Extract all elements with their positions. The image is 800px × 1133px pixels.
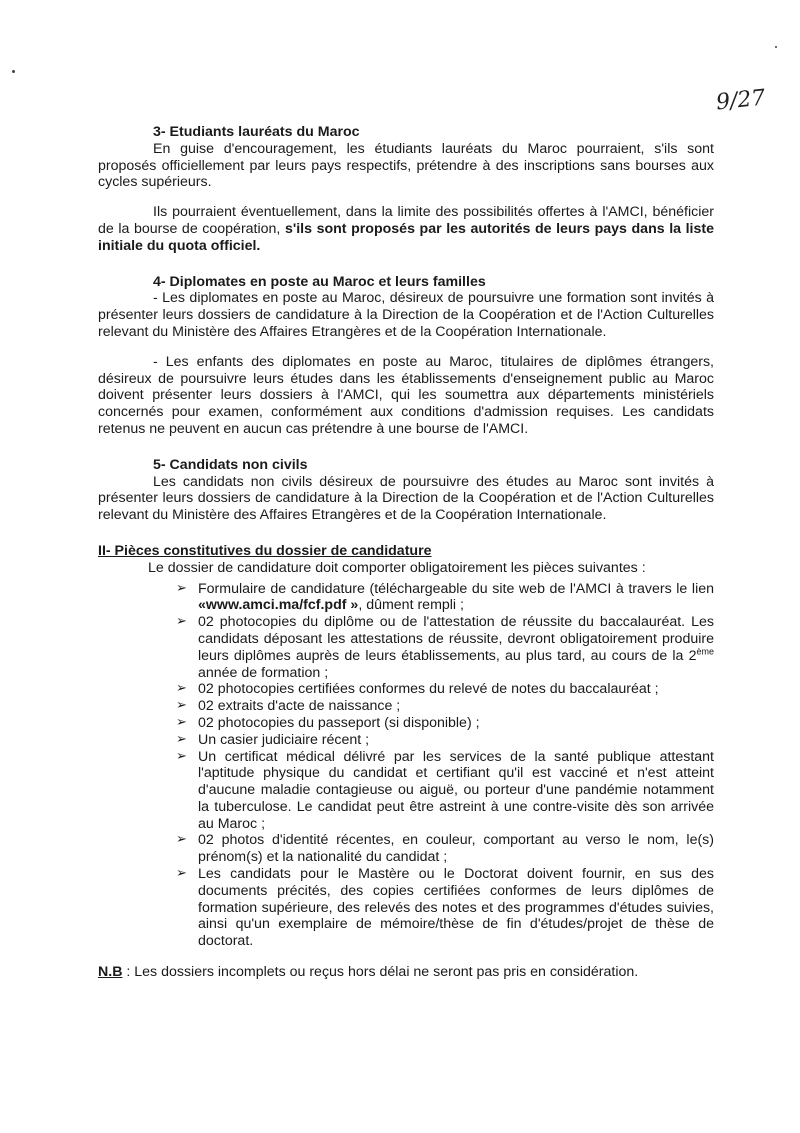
list-item-text: 02 photocopies du passeport (si disponible) ; [198,714,480,731]
section-4-paragraph-1: - Les diplomates en poste au Maroc, désireux de poursuivre une formation sont invités à présenter leurs dossiers de candidature à la Direction de la Coopération et de l'Action Culturelles relevant du Ministère des Affaires Etrangères et de la Coopération Internationale. [98,290,714,340]
section-ii-intro: Le dossier de candidature doit comporter obligatoirement les pièces suivantes : [148,559,646,576]
handwritten-page-number: 9/27 [714,85,767,116]
list-item [176,698,714,715]
list-item-text: Formulaire de candidature (téléchargeable du site web de l'AMCI à travers le lien [198,580,714,597]
list-item-text: année de formation ; [198,664,329,681]
note-paragraph [98,964,714,981]
list-item [176,715,714,732]
arrow-bullet-icon: ➢ [176,866,187,882]
list-item-text: 02 photocopies du diplôme ou de l'attestation de réussite du baccalauréat. Les candidats déposant les attestations de réussite, devront obligatoirement produire leurs diplômes auprès de leurs établissements, au plus tard, au cours de la 2 [198,614,714,664]
section-3-title: 3- Etudiants lauréats du Maroc [153,124,360,140]
arrow-bullet-icon: ➢ [176,714,187,730]
list-item [176,732,714,749]
list-item-text: Un certificat médical délivré par les services de la santé publique attestant l'aptitude physique du candidat et certifiant qu'il est vacciné et n'est atteint d'aucune maladie contagieuse ou aiguë, ou porteur d'une pandémie notamment la tuberculose. Le candidat peut être astreint à une contre-visite dès son arrivée au Maroc ; [198,748,714,832]
list-item [176,749,714,833]
list-item [176,681,714,698]
arrow-bullet-icon: ➢ [176,698,187,714]
list-item-text: 02 photocopies certifiées conformes du relevé de notes du baccalauréat ; [198,681,659,698]
required-documents-list [98,581,714,951]
section-5-paragraph-1: Les candidats non civils désireux de poursuivre des études au Maroc sont invités à présenter leurs dossiers de candidature à la Direction de la Coopération et de l'Action Culturelles relevant du Ministère des Affaires Etrangères et de la Coopération Internationale. [98,473,714,524]
section-3-paragraph-1: En guise d'encouragement, les étudiants lauréats du Maroc pourraient, s'ils sont proposés officiellement par leurs pays respectifs, prétendre à des inscriptions sans bourses aux cycles supérieurs. [98,140,714,191]
arrow-bullet-icon: ➢ [176,748,187,764]
scan-speck [775,46,777,48]
arrow-bullet-icon: ➢ [176,681,187,697]
list-item-text: 02 extraits d'acte de naissance ; [198,698,401,715]
list-item-text: Les candidats pour le Mastère ou le Doctorat doivent fournir, en sus des documents précités, des copies certifiées conformes de leurs diplômes de formation supérieure, des relevés des notes et des programmes d'études suivies, ainsi qu'un exemplaire de mémoire/thèse de fin d'études/projet de thèse de doctorat. [198,866,714,950]
section-4-paragraph-2: - Les enfants des diplomates en poste au Maroc, titulaires de diplômes étrangers, désireux de poursuivre leurs études dans les établissements d'enseignement public au Maroc doivent présenter leurs dossiers à l'AMCI, qui les soumettra aux départements ministériels concernés pour examen, conformément aux conditions d'admission requises. Les candidats retenus ne peuvent en aucun cas prétendre à une bourse de l'AMCI. [98,353,714,437]
note-label: N.B [98,964,123,981]
list-item-text: Un casier judiciaire récent ; [198,731,370,748]
section-4-title: 4- Diplomates en poste au Maroc et leurs familles [153,273,486,290]
list-item [176,614,714,681]
arrow-bullet-icon: ➢ [176,580,187,596]
list-item [176,581,714,615]
section-3-paragraph-2-text: Ils pourraient éventuellement, dans la limite des possibilités offertes à l'AMCI, bénéficier de la bourse de coopération, [98,204,714,237]
section-3-paragraph-2-bold: s'ils sont proposés par les autorités de leurs pays dans la liste initiale du quota officiel. [98,220,715,254]
section-3-paragraph-2 [98,204,714,254]
list-item [176,866,714,950]
section-ii-title: II- Pièces constitutives du dossier de candidature [98,542,432,559]
list-item-text: , dûment rempli ; [358,597,464,614]
document-body [98,124,714,981]
list-item [176,832,714,866]
superscript: ème [696,645,714,656]
note-text: : Les dossiers incomplets ou reçus hors délai ne seront pas pris en considération. [122,964,639,981]
arrow-bullet-icon: ➢ [176,731,187,747]
scan-speck [12,70,15,73]
arrow-bullet-icon: ➢ [176,614,187,630]
application-form-link: «www.amci.ma/fcf.pdf » [198,597,359,614]
section-5-title: 5- Candidats non civils [153,456,308,473]
list-item-text: 02 photos d'identité récentes, en couleur, comportant au verso le nom, le(s) prénom(s) et la nationalité du candidat ; [198,832,714,866]
arrow-bullet-icon: ➢ [176,832,187,848]
